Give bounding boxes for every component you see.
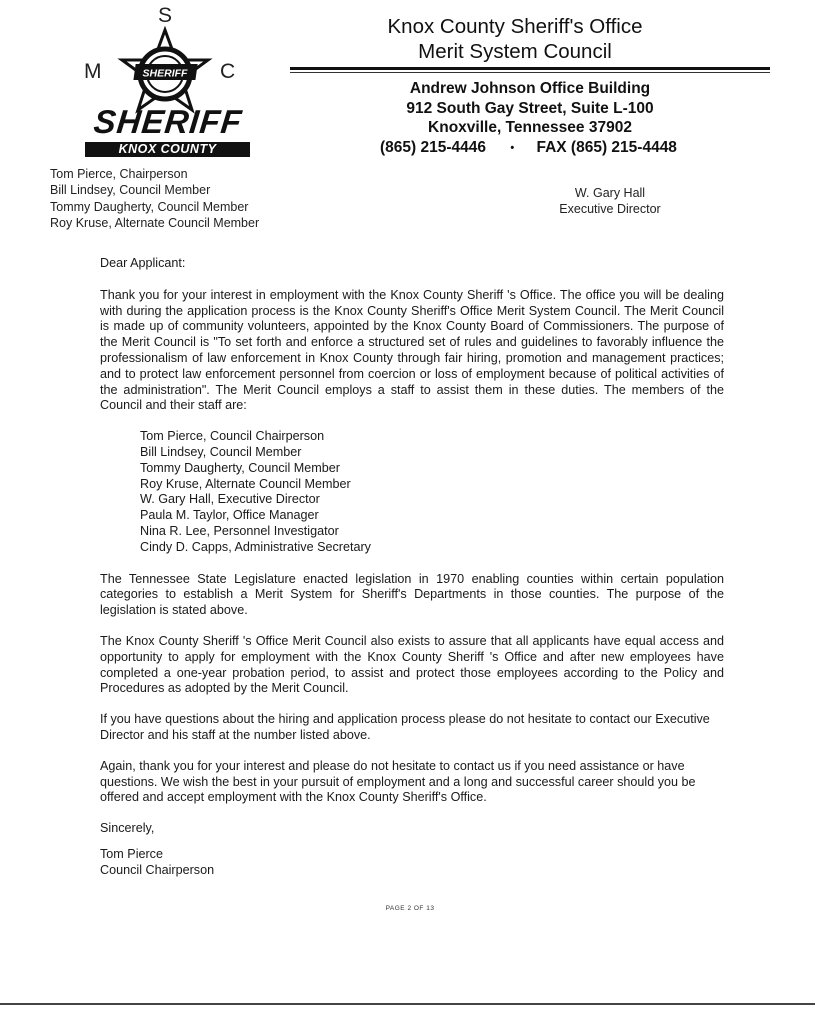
- council-member: Bill Lindsey, Council Member: [50, 183, 211, 198]
- salutation: Dear Applicant:: [100, 256, 186, 270]
- phone-number: (865) 215-4446: [380, 138, 486, 156]
- building-name: Andrew Johnson Office Building: [409, 80, 651, 97]
- office-subtitle: Merit System Council: [418, 40, 612, 63]
- logo-letter-m: M: [84, 60, 102, 83]
- staff-member: Paula M. Taylor, Office Manager: [140, 508, 319, 523]
- staff-member: Bill Lindsey, Council Member: [140, 444, 302, 459]
- staff-member: Tom Pierce, Council Chairperson: [140, 429, 325, 444]
- header-rule-thin: [290, 72, 770, 73]
- letter-body: [100, 256, 724, 879]
- council-member: Tommy Daugherty, Council Member: [50, 199, 249, 214]
- office-name: [330, 14, 700, 64]
- signer-title: Council Chairperson: [100, 862, 215, 877]
- council-member: Roy Kruse, Alternate Council Member: [50, 215, 260, 230]
- city-state-zip: Knoxville, Tennessee 37902: [428, 119, 632, 136]
- county-banner: KNOX COUNTY: [85, 142, 250, 157]
- sheriff-wordmark: SHERIFF: [92, 103, 245, 140]
- street-address: 912 South Gay Street, Suite L-100: [406, 99, 654, 117]
- paragraph-thanks: Again, thank you for your interest and please do not hesitate to contact us if you need assistance or have questions. We wish the best in your pursuit of employment and a long and successful career should you be offered and accept employment with the Knox County Sheriff's Office.: [100, 758, 696, 805]
- council-member: Tom Pierce, Chairperson: [50, 167, 188, 181]
- contact-numbers: [370, 138, 690, 159]
- staff-list: [140, 429, 724, 555]
- page-number: PAGE 2 OF 13: [385, 905, 435, 912]
- bullet-separator: •: [510, 141, 515, 154]
- executive-director: [540, 185, 680, 218]
- logo-letter-s: S: [158, 4, 173, 27]
- office-address: [370, 79, 690, 158]
- director-name: W. Gary Hall: [574, 186, 646, 200]
- paragraph-legislation: The Tennessee State Legislature enacted legislation in 1970 enabling counties within certain population categories to establish a Merit System for Sheriff's Departments in those counties. The purpose of the legislation is stated above.: [100, 571, 724, 618]
- staff-member: Roy Kruse, Alternate Council Member: [140, 476, 351, 491]
- page-bottom-rule: [0, 1003, 815, 1005]
- header-rule: [290, 67, 770, 70]
- fax-number: FAX (865) 215-4448: [536, 138, 677, 156]
- staff-member: Tommy Daugherty, Council Member: [140, 460, 340, 475]
- paragraph-intro: Thank you for your interest in employment with the Knox County Sheriff 's Office. The office you will be dealing with during the application process is the Knox County Sheriff's Office Merit System Council. The Merit Council is made up of community volunteers, appointed by the Knox County Board of Commissioners. The purpose of the Merit Council is "To set forth and enforce a structured set of rules and guidelines to favorably influence the professionalism of law enforcement in Knox County through fair hiring, promotion and management practices; and to protect law enforcement personnel from coercion or loss of employment because of political activities of the administration". The Merit Council employs a staff to assist them in these duties. The members of the Council and their staff are:: [100, 287, 724, 413]
- paragraph-questions: If you have questions about the hiring and application process please do not hesitate to contact our Executive Director and his staff at the number listed above.: [100, 712, 710, 742]
- council-members-list: [50, 166, 259, 231]
- logo-letter-c: C: [220, 60, 236, 83]
- staff-member: W. Gary Hall, Executive Director: [140, 492, 320, 507]
- sheriff-logo: [78, 4, 268, 162]
- badge-text: SHERIFF: [142, 67, 188, 80]
- staff-member: Cindy D. Capps, Administrative Secretary: [140, 539, 371, 554]
- closing: Sincerely,: [100, 821, 155, 836]
- director-title: Executive Director: [559, 202, 661, 217]
- signer-name: Tom Pierce: [100, 846, 163, 861]
- office-title: Knox County Sheriff's Office: [387, 15, 643, 38]
- signature-block: [100, 847, 724, 879]
- staff-member: Nina R. Lee, Personnel Investigator: [140, 523, 339, 538]
- paragraph-purpose: The Knox County Sheriff 's Office Merit Council also exists to assure that all applicants have equal access and opportunity to apply for employment with the Knox County Sheriff 's Office and after new employees have completed a one-year probation period, to assist and protect those employees according to the Policy and Procedures as adopted by the Merit Council.: [100, 633, 724, 696]
